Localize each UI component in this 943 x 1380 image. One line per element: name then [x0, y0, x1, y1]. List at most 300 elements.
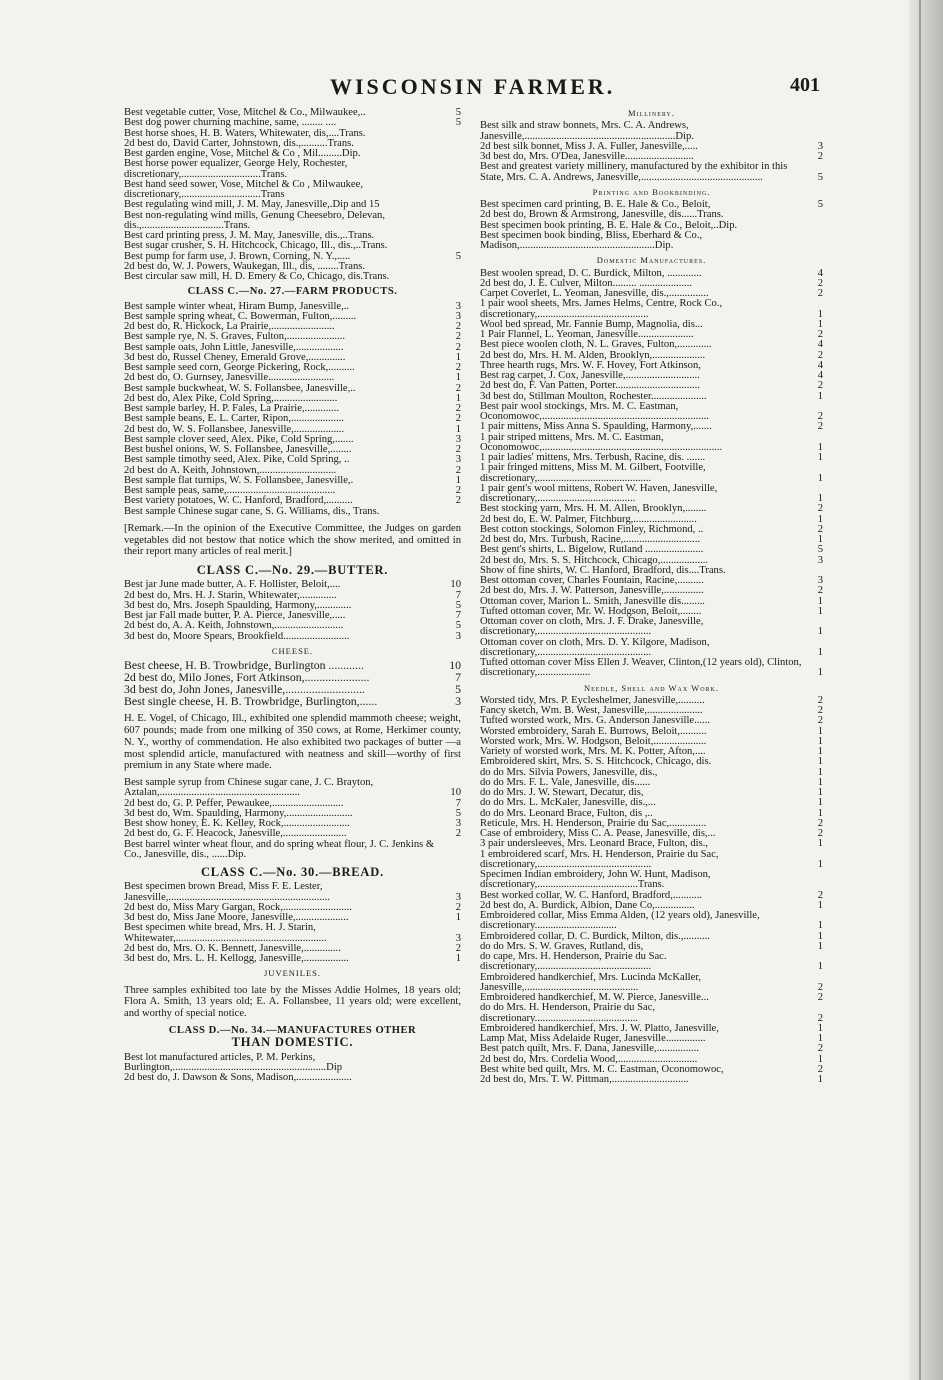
award-entry-value: 5: [455, 599, 461, 611]
award-entry-text: Best sugar crusher, S. H. Hitchcock, Chicago, Ill., dis.,..Trans.: [124, 240, 388, 252]
award-entry-text: Ottoman cover on cloth, Mrs. D. Y. Kilgore, Madison, discretionary,...........................................: [480, 636, 710, 658]
award-entry-text: 1 pair fringed mittens, Miss M. M. Gilbert, Footville, discretionary,...........................................: [480, 462, 706, 484]
award-entry-text: Ottoman cover, Marion L. Smith, Janesville dis.........: [480, 595, 705, 607]
award-entry-text: 3d best do, Miss Jane Moore, Janesville,....................: [124, 912, 349, 924]
award-entry-value: 1: [817, 756, 823, 768]
right-column: [480, 108, 823, 1085]
award-entry-text: Best pump for farm use, J. Brown, Corning, N. Y.,.....: [124, 250, 351, 262]
award-entry-value: 1: [817, 318, 823, 330]
award-entry: [480, 850, 823, 871]
juveniles-heading: JUVENILES.: [264, 968, 321, 979]
award-entry-text: Best sample Chinese sugar cane, S. G. Williams, dis., Trans.: [124, 505, 380, 517]
class-34-heading-line-2: THAN DOMESTIC.: [231, 1035, 354, 1050]
award-entry-text: 2d best do, W. S. Follansbee, Janesville,...................: [124, 423, 345, 435]
class-34-heading-line-1: CLASS D.—No. 34.—MANUFACTURES OTHER: [168, 1025, 417, 1037]
award-entry-text: Fancy sketch, Wm. B. West, Janesville,.....................: [480, 705, 703, 716]
award-entry-value: 2: [817, 715, 823, 727]
award-entry-value: 2: [455, 444, 461, 455]
award-entry-value: 2: [455, 901, 461, 913]
award-entry-text: Best piece woolen cloth, N. L. Graves, Fulton,.............: [480, 339, 712, 351]
award-entry: [124, 200, 461, 210]
award-entry-text: 2d best do, Mrs. O. K. Bennett, Janesville,..............: [124, 942, 341, 954]
class-29-heading: CLASS C.—No. 29.—BUTTER.: [196, 563, 389, 578]
award-entry-value: 1: [455, 423, 461, 435]
award-entry-text: Ottoman cover on cloth, Mrs. J. F. Drake, Janesville, discretionary,...........................................: [480, 616, 704, 638]
award-entry-text: Best card printing press, J. M. May, Janesville, dis.,..Trans.: [124, 230, 375, 241]
award-entry-value: 3: [455, 454, 461, 466]
award-entry-value: 3: [817, 554, 823, 566]
award-entry-value: 1: [817, 930, 823, 942]
award-entry-value: 1: [817, 1053, 823, 1065]
award-entry: [480, 617, 823, 638]
award-entry-value: 2: [455, 382, 461, 394]
award-entry-text: 2d best do, Milo Jones, Fort Atkinson,......................: [124, 670, 370, 685]
award-entry-value: 1: [817, 667, 823, 679]
award-entry-text: Best dog power churning machine, same, ........ ....: [124, 117, 337, 129]
award-entry: [480, 162, 823, 183]
award-entry-text: Embroidered handkerchief, Mrs. Lucinda McKaller, Janesville,...........................................: [480, 971, 702, 993]
class-30-heading: CLASS C.—No. 30.—BREAD.: [200, 865, 384, 880]
award-entry-text: Best patch quilt, Mrs. F. Dana, Janesville,................: [480, 1043, 699, 1055]
award-entry-value: 5: [817, 171, 823, 183]
class-34-entries: [124, 1053, 461, 1084]
award-entry-text: Best vegetable cutter, Vose, Mitchel & Co., Milwaukee,..: [124, 107, 366, 118]
award-entry-value: 1: [817, 1074, 823, 1085]
award-entry-text: Best sample spring wheat, C. Bowerman, Fulton,.........: [124, 310, 357, 322]
award-entry: [480, 210, 823, 220]
award-entry-value: 1: [817, 390, 823, 402]
book-binding-edge: [909, 0, 943, 1380]
award-entry-text: 2d best do, Mrs. Turbush, Racine,.............................: [480, 534, 701, 545]
page-header: [120, 74, 820, 104]
award-entry-value: 1: [817, 595, 823, 607]
award-entry-text: 2d best do, Brown & Armstrong, Janesville, dis......Trans.: [480, 209, 724, 221]
award-entry-text: Best horse shoes, H. B. Waters, Whitewater, dis,....Trans.: [124, 127, 366, 139]
award-entry-text: Best sample beans, E. L. Carter, Ripon,....................: [124, 413, 344, 425]
domestic-entries: [480, 269, 823, 679]
award-entry-text: Best sample winter wheat, Hiram Bump, Janesville,..: [124, 300, 350, 312]
award-entry-text: Best gent's shirts, L. Bigelow, Rutland ......................: [480, 544, 704, 556]
award-entry-value: 10: [450, 787, 461, 799]
award-entry-value: 2: [817, 981, 823, 993]
award-entry-value: 5: [455, 807, 461, 819]
award-entry-value: 1: [817, 441, 823, 453]
award-entry-text: Best barrel winter wheat flour, and do spring wheat flour, J. C. Jenkins & Co., Janesville, dis., ......Dip.: [124, 838, 435, 860]
award-entry-text: Wool bed spread, Mr. Fannie Bump, Magnolia, dis...: [480, 318, 703, 330]
award-entry-value: 1: [817, 493, 823, 504]
award-entry-value: 5: [817, 544, 823, 556]
award-entry-text: Best sample rye, N. S. Graves, Fulton,......................: [124, 331, 345, 343]
award-entry-text: 2d best do, F. Van Patten, Porter................................: [480, 380, 700, 392]
award-entry-value: 1: [817, 646, 823, 658]
millinery-entries: [480, 121, 823, 183]
award-entry-text: 3d best do, Stillman Moulton, Rochester.....................: [480, 390, 707, 402]
award-entry-value: 2: [455, 403, 461, 414]
award-entry: [124, 241, 461, 251]
award-entry: [124, 455, 461, 465]
award-entry-value: 1: [455, 351, 461, 363]
award-entry-text: 2d best do, O. Gurnsey, Janesville.........................: [124, 372, 335, 384]
award-entry-text: 1 Pair Flannel, L. Yeoman, Janesville.....................: [480, 329, 694, 340]
award-entry-text: 1 pair striped mittens, Mrs. M. C. Eastman, Oconomowoc,....................................................................: [480, 431, 723, 453]
award-entry-value: 7: [455, 610, 461, 622]
award-entry-value: 7: [455, 797, 461, 809]
award-entry-text: Best circular saw mill, H. D. Emery & Co, Chicago, dis.Trans.: [124, 271, 390, 282]
award-entry-value: 1: [817, 534, 823, 545]
award-entry-text: Best cotton stockings, Solomon Finley, Richmond, ..: [480, 523, 704, 535]
award-entry-value: 2: [817, 329, 823, 340]
award-entry-value: 2: [455, 331, 461, 343]
award-entry: [480, 798, 823, 808]
award-entry-value: 2: [817, 992, 823, 1003]
award-entry: [124, 159, 461, 180]
award-entry-text: Best and greatest variety millinery, manufactured by the exhibitor in this State, Mrs. C. A. Andrews, Janesville,..............................................: [480, 161, 788, 183]
award-entry-value: 1: [455, 474, 461, 486]
award-entry-text: Best sample flat turnips, W. S. Follansbee, Janesville,.: [124, 474, 354, 486]
award-entry: [124, 211, 461, 232]
award-entry-text: Best specimen book binding, Bliss, Eberhard & Co., Madison,...................................................Dip.: [480, 229, 703, 251]
award-entry-value: 7: [455, 589, 461, 601]
award-entry-text: Best bushel onions, W. S. Follansbee, Janesville,........: [124, 444, 352, 455]
award-entry: [480, 757, 823, 767]
award-entry-text: Specimen Indian embroidery, John W. Hunt, Madison, discretionary,......................................Trans.: [480, 869, 711, 891]
award-entry-text: Tufted worsted work, Mrs. G. Anderson Janesville......: [480, 715, 711, 727]
award-entry: [480, 340, 823, 350]
award-entry-value: 3: [455, 433, 461, 445]
award-entry-text: Best sample seed corn, George Pickering, Rock,..........: [124, 362, 355, 373]
award-entry-value: 1: [455, 372, 461, 384]
award-entry-value: 5: [455, 117, 461, 129]
award-entry-text: 2d best do, Mrs. S. S. Hitchcock, Chicago,..................: [480, 554, 709, 566]
award-entry-text: 3d best do, Mrs. L. H. Kellogg, Janesville,.................: [124, 953, 349, 965]
award-entry-text: 2d best do, Mrs. Cordelia Wood,..............................: [480, 1053, 698, 1065]
award-entry-text: Best specimen brown Bread, Miss F. E. Lester, Janesville,.............................................................: [124, 881, 330, 903]
award-entry-value: 10: [449, 658, 461, 673]
award-entry-text: 1 pair wool sheets, Mrs. James Helms, Centre, Rock Co., discretionary,..........................................: [480, 298, 723, 320]
award-entry-text: 3d best do, Moore Spears, Brookfield.........................: [124, 630, 350, 642]
award-entry-text: 2d best do, Mrs. J. W. Patterson, Janesville,...............: [480, 585, 704, 597]
award-entry: [480, 381, 823, 391]
award-entry-text: 3 pair undersleeves, Mrs. Leonard Brace, Fulton, dis.,: [480, 838, 709, 850]
award-entry-text: Embroidered collar, Miss Emma Alden, (12 years old), Janesville, discretionary...............................: [480, 910, 760, 932]
award-entry-value: 2: [817, 288, 823, 299]
class-27-entries: [124, 302, 461, 517]
award-entry: [480, 504, 823, 514]
award-entry-value: 2: [817, 151, 823, 162]
award-entry: [480, 870, 823, 891]
award-entry: [124, 1053, 461, 1074]
award-entry-value: 2: [455, 362, 461, 373]
award-entry-text: 2d best do, Mrs. H. J. Starin, Whitewater,..............: [124, 589, 337, 601]
award-entry-text: Best silk and straw bonnets, Mrs. C. A. Andrews, Janesville,.........................................................Dip.: [480, 120, 694, 142]
award-entry-value: 2: [455, 485, 461, 496]
award-entry-value: 2: [817, 694, 823, 706]
award-entry-value: 10: [450, 579, 461, 591]
award-entry-text: 2d best do, J. Dawson & Sons, Madison,.....................: [124, 1072, 352, 1084]
award-entry: [124, 373, 461, 383]
award-entry: [480, 463, 823, 484]
award-entry-text: Best sample timothy seed, Alex. Pike, Cold Spring, ..: [124, 454, 350, 466]
award-entry-text: 2d best do, G. P. Peffer, Pewaukee,...........................: [124, 797, 344, 809]
award-entry-text: 2d best do, E. W. Palmer, Fitchburg,........................: [480, 513, 697, 525]
award-entry: [480, 911, 823, 932]
award-entry-text: 2d best do, G. F. Heacock, Janesville,........................: [124, 828, 347, 840]
award-entry-value: 1: [817, 807, 823, 819]
award-entry-text: Best horse power equalizer, George Hely, Rochester, discretionary,..............................Trans.: [124, 158, 348, 180]
millinery-heading: Millinery.: [627, 108, 675, 118]
award-entry: [480, 121, 823, 142]
award-entry-value: 5: [817, 199, 823, 210]
award-entry-value: 1: [817, 961, 823, 973]
award-entry-text: 2d best do, Mrs. T. W. Pittman,.............................: [480, 1074, 689, 1085]
award-entry: [124, 840, 461, 861]
award-entry-text: Best stocking yarn, Mrs. H. M. Allen, Brooklyn,........: [480, 503, 707, 515]
award-entry-text: 3d best do, Russel Cheney, Emerald Grove,..............: [124, 351, 346, 363]
award-entry-text: Reticule, Mrs. H. Henderson, Prairie du Sac,..............: [480, 817, 707, 829]
award-entry: [480, 716, 823, 726]
award-entry-value: 3: [455, 932, 461, 944]
remark-paragraph: [Remark.—In the opinion of the Executive Committee, the Judges on garden vegetables did not bestow that notice which the show merited, and omitted in their report many articles of real merit.]: [124, 522, 461, 558]
award-entry: [480, 973, 823, 994]
award-entry-value: 2: [817, 349, 823, 361]
award-entry-text: 2d best do, W. J. Powers, Waukegan, Ill., dis, ........Trans.: [124, 260, 366, 272]
award-entry-value: 3: [455, 630, 461, 642]
award-entry: [124, 272, 461, 282]
award-entry-value: 1: [817, 766, 823, 778]
award-entry-value: 1: [817, 308, 823, 320]
award-entry-value: 2: [817, 705, 823, 716]
award-entry: [480, 299, 823, 320]
award-entry: [124, 882, 461, 903]
award-entry: [480, 402, 823, 423]
page-number: 401: [790, 74, 820, 96]
award-entry-text: Best specimen card printing, B. E. Hale & Co., Beloit,: [480, 199, 711, 210]
award-entry-value: 2: [455, 464, 461, 476]
needle-entries: [480, 696, 823, 1086]
award-entry: [124, 954, 461, 964]
award-entry-text: Best sample clover seed, Alex. Pike, Cold Spring,.......: [124, 433, 354, 445]
award-entry-text: do do Mrs. L. McKaler, Janesville, dis.,...: [480, 797, 656, 809]
award-entry: [480, 484, 823, 505]
award-entry-text: Best garden engine, Vose, Mitchel & Co , Mil.........Dip.: [124, 148, 361, 159]
award-entry-text: Best lot manufactured articles, P. M. Perkins, Burlington,..........................................................Dip: [124, 1051, 343, 1073]
top-entries: [124, 108, 461, 282]
award-entry-value: 7: [455, 670, 461, 685]
award-entry-value: 1: [817, 858, 823, 870]
domestic-heading: Domestic Manufactures.: [596, 255, 707, 266]
award-entry-value: 1: [455, 953, 461, 965]
award-entry-value: 2: [817, 421, 823, 433]
award-entry-text: Best specimen book printing, B. E. Hale & Co., Beloit,..Dip.: [480, 219, 738, 231]
award-entry-text: Embroidered skirt, Mrs. S. S. Hitchcock, Chicago, dis.: [480, 756, 712, 768]
award-entry: [124, 1073, 461, 1083]
award-entry-text: Best sample peas, same,.........................................: [124, 485, 336, 496]
award-entry-text: 2d best do, A. A. Keith, Johnstown,..........................: [124, 620, 344, 632]
award-entry-text: Tufted ottoman cover Miss Ellen J. Weaver, Clinton,(12 years old), Clinton, discretionary,....................: [480, 657, 802, 679]
award-entry-value: 4: [817, 339, 823, 351]
award-entry-text: do do Mrs. J. W. Stewart, Decatur, dis,: [480, 787, 644, 798]
award-entry-text: Embroidered handkerchief, M. W. Pierce, Janesville...: [480, 992, 709, 1003]
award-entry: [480, 1075, 823, 1085]
award-entry-value: 3: [817, 575, 823, 586]
award-entry-value: 2: [455, 942, 461, 954]
award-entry: [480, 952, 823, 973]
award-entry-value: 2: [817, 411, 823, 422]
award-entry: [124, 778, 461, 799]
award-entry-text: Tufted ottoman cover, Mr. W. Hodgson, Beloit,........: [480, 605, 702, 617]
award-entry-value: 1: [817, 626, 823, 638]
award-entry: [480, 231, 823, 252]
award-entry-text: Best hand seed sower, Vose, Mitchel & Co , Milwaukee, discretionary,..............................Trans: [124, 178, 363, 200]
award-entry: [124, 180, 461, 201]
award-entry-value: 3: [455, 891, 461, 903]
award-entry-value: 5: [455, 107, 461, 118]
award-entry-text: 2d best do A. Keith, Johnstown,.............................: [124, 464, 337, 476]
award-entry-value: 2: [455, 828, 461, 840]
award-entry-text: Best specimen white bread, Mrs. H. J. Starin, Whitewater,.........................................................: [124, 922, 327, 944]
award-entry-text: Best pair wool stockings, Mrs. M. C. Eastman, Oconomowoc,...............................................................: [480, 400, 709, 422]
award-entry-text: Best sample buckwheat, W. S. Follansbee, Janesville,..: [124, 382, 356, 394]
award-entry: [124, 507, 461, 517]
award-entry-text: 1 embroidered scarf, Mrs. H. Henderson, Prairie du Sac, discretionary,...........................................: [480, 848, 719, 870]
syrup-entries: [124, 778, 461, 860]
award-entry-value: 1: [817, 838, 823, 850]
left-column: [124, 108, 461, 1083]
award-entry-value: 5: [455, 250, 461, 262]
class-29-entries: [124, 580, 461, 642]
award-entry: [124, 118, 461, 128]
award-entry-value: 2: [817, 585, 823, 597]
award-entry-text: Worsted tidy, Mrs. P. Eycleshelmer, Janesville,..........: [480, 694, 705, 706]
award-entry-text: do cape, Mrs. H. Henderson, Prairie du Sac. discretionary,...........................................: [480, 951, 667, 973]
award-entry-value: 3: [455, 300, 461, 312]
award-entry-value: 5: [455, 620, 461, 632]
award-entry-text: Best sample oats, John Little, Janesville,..................: [124, 341, 344, 353]
award-entry-value: 1: [817, 797, 823, 809]
needle-heading: Needle, Shell and Wax Work.: [583, 682, 719, 693]
cheese-entries: [124, 659, 461, 707]
award-entry-value: 5: [455, 682, 461, 697]
award-entry-text: Show of fine shirts, W. C. Hanford, Bradford, dis....Trans.: [480, 564, 726, 576]
award-entry-value: 1: [455, 392, 461, 404]
award-entry-text: Best rag carpet, J. Cox, Janesville,............................: [480, 370, 700, 381]
award-entry-value: 4: [817, 267, 823, 279]
award-entry-text: Embroidered handkerchief, Mrs. J. W. Platto, Janesville,: [480, 1022, 719, 1034]
award-entry-text: Best woolen spread, D. C. Burdick, Milton, .............: [480, 267, 702, 279]
award-entry-value: 1: [817, 513, 823, 525]
award-entry-value: 1: [817, 776, 823, 788]
award-entry-value: 2: [817, 277, 823, 289]
award-entry-text: Best jar June made butter, A. F. Hollister, Beloit,....: [124, 579, 341, 591]
award-entry-value: 2: [817, 1043, 823, 1055]
award-entry-value: 2: [817, 380, 823, 392]
award-entry-text: Best jar Fall made butter, P. A. Pierce, Janesville,.....: [124, 610, 346, 622]
award-entry: [480, 638, 823, 659]
award-entry-value: 3: [455, 310, 461, 322]
award-entry: [480, 1003, 823, 1024]
award-entry-text: Worsted embroidery, Sarah E. Burrows, Beloit,..........: [480, 725, 707, 737]
award-entry-text: 3d best do, Wm. Spaulding, Harmony,.........................: [124, 807, 353, 819]
award-entry-text: Best sample barley, H. P. Fales, La Prairie,.............: [124, 403, 339, 414]
award-entry-value: 1: [817, 787, 823, 798]
award-entry: [124, 923, 461, 944]
award-entry-text: Best single cheese, H. B. Trowbridge, Burlington,......: [124, 694, 378, 709]
award-entry-text: 2d best do, Alex Pike, Cold Spring,........................: [124, 392, 338, 404]
class-30-entries: [124, 882, 461, 964]
award-entry-value: 1: [817, 899, 823, 911]
award-entry-text: do do Mrs. S. W. Graves, Rutland, dis,: [480, 940, 644, 952]
award-entry-value: 2: [817, 1063, 823, 1075]
printing-heading: Printing and Bookbinding.: [592, 186, 711, 197]
award-entry-text: do do Mrs. H. Henderson, Prairie du Sac, discretionary.......................................: [480, 1002, 656, 1024]
award-entry-text: Best white bed quilt, Mrs. M. C. Eastman, Oconomowoc,: [480, 1063, 724, 1075]
award-entry-value: 3: [817, 140, 823, 152]
award-entry-value: 1: [817, 940, 823, 952]
award-entry-text: 2d best do, Miss Mary Gargan, Rock,..........................: [124, 901, 352, 913]
award-entry-value: 1: [817, 452, 823, 463]
award-entry-value: 2: [817, 503, 823, 515]
award-entry: [124, 695, 461, 707]
award-entry-text: do do Mrs. F. L. Vale, Janesville, dis......: [480, 776, 651, 788]
award-entry-text: Best show honey, E. K. Kelley, Rock,.........................: [124, 818, 350, 830]
award-entry-text: 2d best do, Mrs. H. M. Alden, Brooklyn,....................: [480, 349, 706, 361]
class-27-heading: CLASS C.—No. 27.—FARM PRODUCTS.: [187, 286, 398, 298]
award-entry-value: 3: [455, 694, 461, 709]
award-entry-text: 3d best do, Mrs. O'Dea, Janesville..........................: [480, 151, 694, 162]
printing-entries: [480, 200, 823, 251]
award-entry-value: 2: [817, 523, 823, 535]
award-entry-text: do do Mrs. Silvia Powers, Janesville, dis.,: [480, 766, 658, 778]
award-entry: [480, 1044, 823, 1054]
award-entry-text: Best ottoman cover, Charles Fountain, Racine,..........: [480, 575, 704, 586]
juveniles-paragraph: Three samples exhibited too late by the Misses Addie Holmes, 18 years old; Flora A. Smith, 13 years old; E. A. Follansbee, 11 years old; were excellent, and worthy of special notice.: [124, 984, 461, 1020]
award-entry-text: Three hearth rugs, Mrs. W. F. Hovey, Fort Atkinson,: [480, 359, 701, 371]
award-entry-value: 2: [455, 341, 461, 353]
award-entry-text: 1 pair gent's wool mittens, Robert W. Haven, Janesville, discretionary,.....................................: [480, 482, 718, 504]
award-entry: [480, 586, 823, 596]
award-entry-value: 2: [817, 828, 823, 839]
award-entry-text: 1 pair ladies' mittens, Mrs. Terbush, Racine, dis. .......: [480, 452, 706, 463]
award-entry-value: 1: [817, 725, 823, 737]
award-entry-text: Best sample syrup from Chinese sugar cane, J. C. Brayton, Aztalan,.....................................................: [124, 777, 374, 799]
award-entry-text: 2d best do, David Carter, Johnstown, dis.,..........Trans.: [124, 137, 354, 149]
award-entry: [124, 632, 461, 642]
award-entry-value: 2: [817, 889, 823, 901]
award-entry: [124, 496, 461, 506]
award-entry-value: 1: [817, 1022, 823, 1034]
award-entry-value: 1: [455, 912, 461, 924]
award-entry-value: 3: [455, 818, 461, 830]
award-entry-text: 2d best do, A. Burdick, Albion, Dane Co,...............: [480, 899, 695, 911]
award-entry-text: Lamp Mat, Miss Adelaide Ruger, Janesville...............: [480, 1033, 706, 1044]
award-entry-value: 1: [817, 472, 823, 484]
award-entry-text: Embroidered collar, D. C. Burdick, Milton, dis.,..........: [480, 930, 710, 942]
award-entry: [124, 332, 461, 342]
award-entry-value: 2: [455, 321, 461, 332]
award-entry-text: Worsted work, Mrs. W. Hodgson, Beloit,....................: [480, 735, 707, 747]
award-entry-value: 4: [817, 359, 823, 371]
award-entry-text: Best non-regulating wind mills, Genung Cheesebro, Delevan, dis.,...............................Trans.: [124, 209, 385, 231]
award-entry-value: 1: [817, 746, 823, 757]
award-entry-text: Variety of worsted work, Mrs. M. K. Potter, Afton,....: [480, 746, 706, 757]
award-entry-value: 1: [817, 735, 823, 747]
cheese-heading: CHEESE.: [271, 645, 314, 656]
award-entry-text: Best worked collar, W. C. Hanford, Bradford,...........: [480, 889, 703, 901]
award-entry-text: do do Mrs. Leonard Brace, Fulton, dis ,..: [480, 807, 653, 819]
vogel-paragraph: H. E. Vogel, of Chicago, Ill., exhibited one splendid mammoth cheese; weight, 607 pounds; made from one milking of 350 cows, at Rome, Herkimer county, N. Y., worthy of commendation. He also exhibited two packages of butter —a most splendid article, manufactured with neatness and skill—worthy of first premium in any State where made.: [124, 713, 461, 772]
award-entry-text: Carpet Coverlet, L. Yeoman, Janesville, dis.,...............: [480, 288, 709, 299]
award-entry-value: 1: [817, 920, 823, 932]
